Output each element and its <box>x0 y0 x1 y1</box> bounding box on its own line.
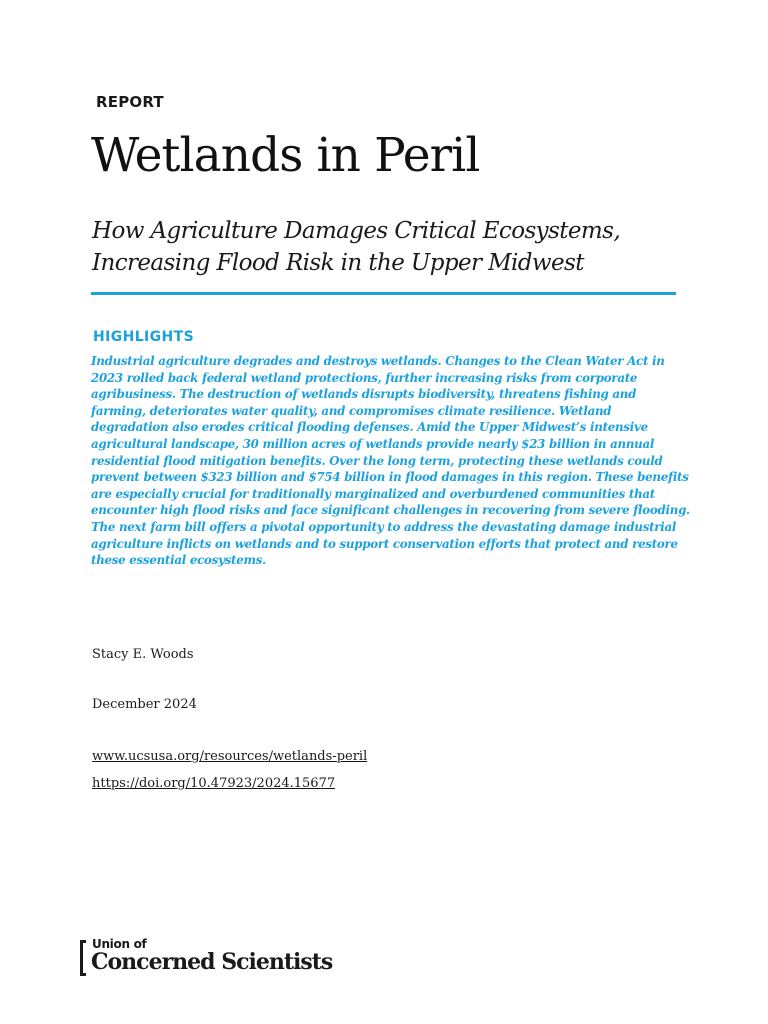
report-url-link[interactable]: www.ucsusa.org/resources/wetlands-peril <box>92 749 368 764</box>
publication-date: December 2024 <box>92 697 197 712</box>
report-label: REPORT <box>96 93 164 111</box>
highlights-paragraph: Industrial agriculture degrades and destroys wetlands. Changes to the Clean Water Act in 2023 rolled back federal wetland protections, further increasing risks from corporate agribusiness. The destruction of wetlands disrupts biodiversity, threatens fishing and farming, deteriorates water quality, and compromises climate resilience. Wetland degradation also erodes critical flooding defenses. Amid the Upper Midwest’s intensive agricultural landscape, 30 million acres of wetlands provide nearly $23 billion in annual residential flood mitigation benefits. Over the long term, protecting these wetlands could prevent between $323 billion and $754 billion in flood damages in this region. These benefits are especially crucial for traditionally marginalized and overburdened communities that encounter high flood risks and face significant challenges in recovering from severe flooding. The next farm bill offers a pivotal opportunity to address the devastating damage industrial agriculture inflicts on wetlands and to support conservation efforts that protect and restore these essential ecosystems. <box>91 354 690 568</box>
subtitle-line-1: How Agriculture Damages Critical Ecosystems, <box>92 218 621 244</box>
logo-text-line-2: Concerned Scientists <box>91 949 333 975</box>
subtitle-line-2: Increasing Flood Risk in the Upper Midwest <box>92 250 584 276</box>
title-divider <box>91 292 676 295</box>
page-subtitle <box>92 215 692 279</box>
page-title: Wetlands in Peril <box>91 128 480 183</box>
doi-link[interactable]: https://doi.org/10.47923/2024.15677 <box>92 776 336 791</box>
ucs-logo <box>80 938 350 982</box>
logo-bracket-icon <box>80 940 86 976</box>
highlights-heading: HIGHLIGHTS <box>93 329 195 345</box>
author-name: Stacy E. Woods <box>92 647 194 662</box>
logo-text-line-1: Union of <box>92 937 147 951</box>
